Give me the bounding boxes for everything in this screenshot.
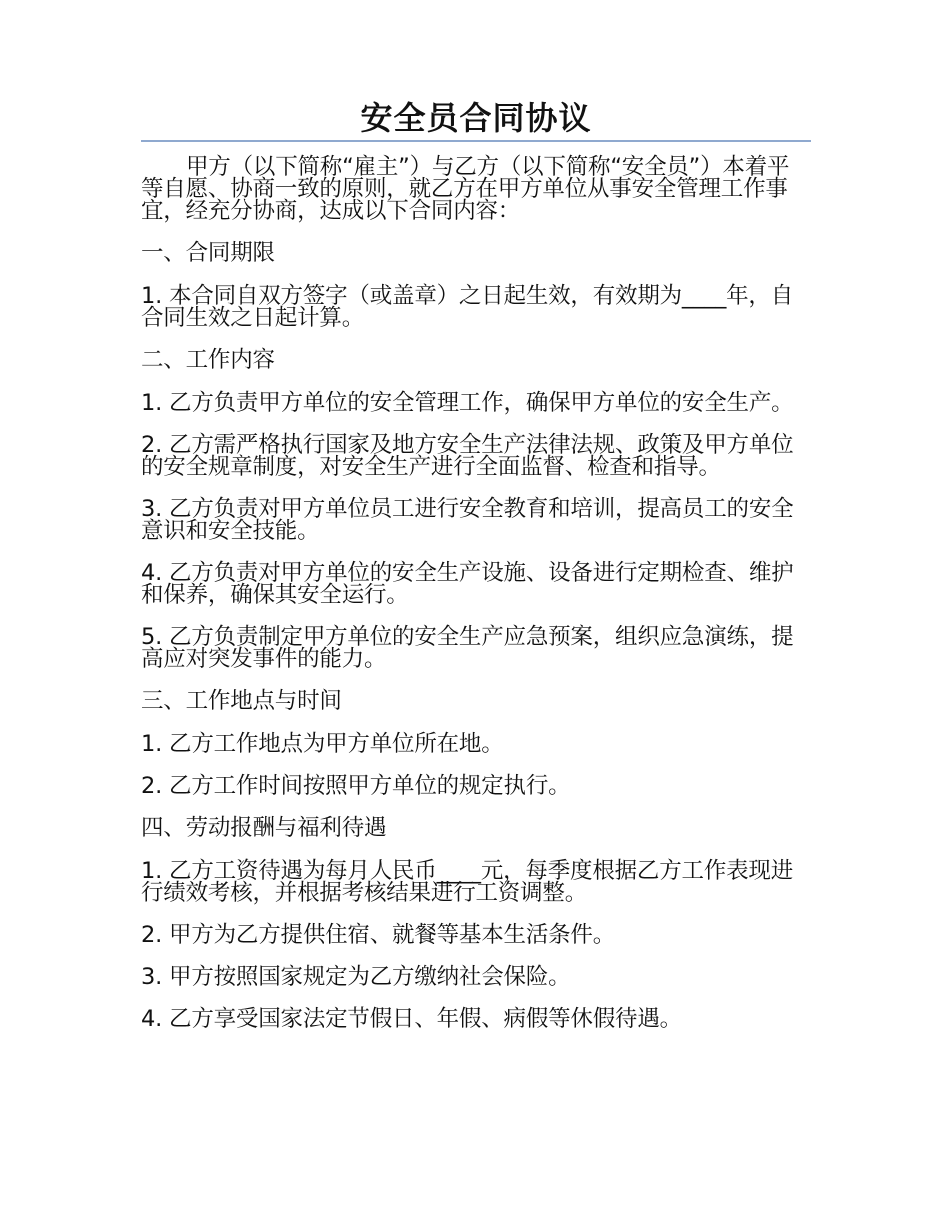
document-page [141,96,811,1050]
clause-work-1: 1. 乙方负责甲方单位的安全管理工作，确保甲方单位的安全生产。 [141,390,794,416]
clause-work-4: 4. 乙方负责对甲方单位的安全生产设施、设备进行定期检查、维护和保养，确保其安全运行。 [141,560,794,608]
title-underline [141,140,811,142]
section-heading-term: 一、合同期限 [141,240,275,266]
clause-pay-3: 3. 甲方按照国家规定为乙方缴纳社会保险。 [141,964,571,990]
clause-pay-1: 1. 乙方工资待遇为每月人民币____元，每季度根据乙方工作表现进行绩效考核，并根据考核结果进行工资调整。 [141,858,794,906]
clause-work-3: 3. 乙方负责对甲方单位员工进行安全教育和培训，提高员工的安全意识和安全技能。 [141,496,794,544]
clause-place-1: 1. 乙方工作地点为甲方单位所在地。 [141,731,504,757]
clause-pay-4: 4. 乙方享受国家法定节假日、年假、病假等休假待遇。 [141,1006,682,1032]
section-heading-work-content: 二、工作内容 [141,347,275,373]
clause-place-2: 2. 乙方工作时间按照甲方单位的规定执行。 [141,773,571,799]
clause-pay-2: 2. 甲方为乙方提供住宿、就餐等基本生活条件。 [141,922,616,948]
clause-term-1: 1. 本合同自双方签字（或盖章）之日起生效，有效期为____年，自合同生效之日起计算。 [141,283,794,331]
document-title: 安全员合同协议 [360,99,592,137]
section-heading-place-time: 三、工作地点与时间 [141,688,342,714]
section-heading-pay-benefits: 四、劳动报酬与福利待遇 [141,815,387,841]
preamble-paragraph: 甲方（以下简称“雇主”）与乙方（以下简称“安全员”）本着平等自愿、协商一致的原则，就乙方在甲方单位从事安全管理工作事宜，经充分协商，达成以下合同内容： [141,154,790,224]
clause-work-5: 5. 乙方负责制定甲方单位的安全生产应急预案，组织应急演练，提高应对突发事件的能力。 [141,624,794,672]
clause-work-2: 2. 乙方需严格执行国家及地方安全生产法律法规、政策及甲方单位的安全规章制度，对安全生产进行全面监督、检查和指导。 [141,432,794,480]
